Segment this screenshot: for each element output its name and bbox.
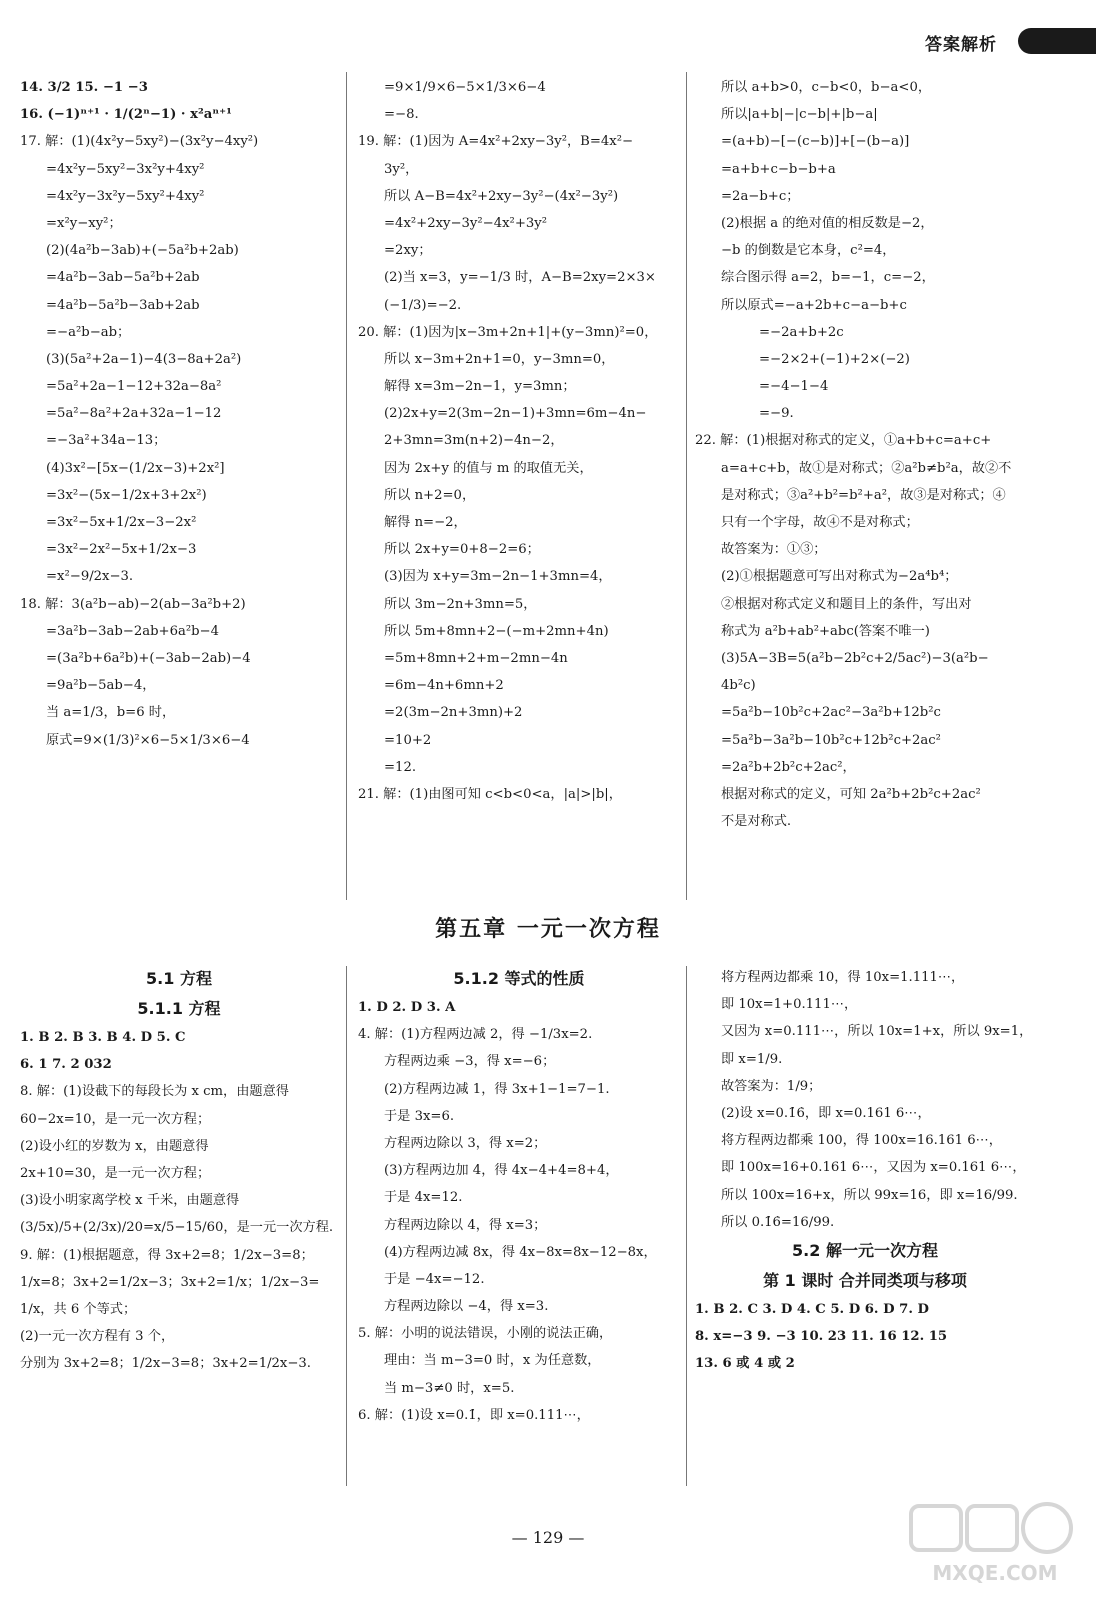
answer-line: 因为 2x+y 的值与 m 的取值无关， — [384, 460, 593, 476]
answer-line: =3a²b−3ab−2ab+6a²b−4 — [46, 623, 219, 639]
answer-line: 6. 1 7. 2 032 — [20, 1057, 112, 1073]
answer-line: 2+3mn=3m(n+2)−4n−2， — [384, 433, 564, 449]
answer-line: (3/5x)/5+(2/3x)/20=x/5−15/60，是一元一次方程. — [20, 1220, 334, 1236]
answer-line: 1. B 2. C 3. D 4. C 5. D 6. D 7. D — [695, 1301, 929, 1317]
answer-line: 17. 解：(1)(4x²y−5xy²)−(3x²y−4xy²) — [20, 134, 259, 150]
answer-line: 所以 n+2=0， — [384, 487, 476, 503]
answer-line: −b 的倒数是它本身，c²=4， — [721, 243, 896, 259]
answer-line: =4a²b−5a²b−3ab+2ab — [46, 297, 200, 313]
answer-line: 所以原式=−a+2b+c−a−b+c — [721, 297, 907, 313]
answer-line: =12. — [384, 759, 417, 775]
answer-line: =−3a²+34a−13； — [46, 433, 167, 449]
answer-line: 故答案为：①③； — [721, 542, 827, 558]
answer-line: 13. 6 或 4 或 2 — [695, 1356, 795, 1372]
answer-line: (2)根据 a 的绝对值的相反数是−2， — [721, 215, 934, 231]
answer-line: (3)(5a²+2a−1)−4(3−8a+2a²) — [46, 351, 242, 367]
answer-line: (2)方程两边减 1，得 3x+1−1=7−1. — [384, 1081, 610, 1097]
answer-line: 所以 a+b>0，c−b<0，b−a<0， — [721, 80, 932, 95]
column-divider — [686, 72, 687, 900]
page-number: — 129 — — [511, 1528, 585, 1547]
answer-line: 6. 解：(1)设 x=0.1̇，即 x=0.111⋯， — [358, 1407, 590, 1423]
top-column-1 — [20, 74, 338, 754]
answer-line: 9. 解：(1)根据题意，得 3x+2=8；1/2x−3=8； — [20, 1247, 314, 1263]
answer-line: 于是 −4x=−12. — [384, 1271, 485, 1287]
answer-line: 解得 x=3m−2n−1，y=3mn； — [384, 379, 576, 395]
answer-line: (4)方程两边减 8x，得 4x−8x=8x−12−8x， — [384, 1244, 657, 1260]
answer-line: =5a²+2a−1−12+32a−8a² — [46, 379, 222, 395]
top-column-2 — [358, 74, 680, 808]
answer-line: =5m+8mn+2+m−2mn−4n — [384, 650, 568, 666]
answer-line: =x²−9/2x−3. — [46, 569, 134, 585]
answer-line: 分别为 3x+2=8；1/2x−3=8；3x+2=1/2x−3. — [20, 1356, 311, 1372]
answer-line: 综合图示得 a=2，b=−1，c=−2， — [721, 270, 935, 286]
answer-line: (3)方程两边加 4，得 4x−4+4=8+4， — [384, 1163, 619, 1179]
answer-line: =3x²−5x+1/2x−3−2x² — [46, 515, 197, 530]
answer-line: 4b²c) — [721, 678, 756, 694]
header-tab-shape — [1018, 28, 1096, 54]
answer-line: 所以 5m+8mn+2−(−m+2mn+4n) — [384, 623, 609, 639]
watermark-text: MXQE.COM — [932, 1561, 1058, 1585]
answer-line: 当 a=1/3，b=6 时， — [46, 705, 176, 721]
answer-line: (3)设小明家离学校 x 千米，由题意得 — [20, 1193, 240, 1209]
answer-line: =2(3m−2n+3mn)+2 — [384, 705, 523, 721]
answer-line: 将方程两边都乘 100，得 100x=16.161 6⋯， — [721, 1133, 1002, 1149]
answer-line: 于是 4x=12. — [384, 1190, 463, 1206]
answer-line: 又因为 x=0.111⋯，所以 10x=1+x，所以 9x=1， — [721, 1024, 1033, 1040]
column-divider — [346, 72, 347, 900]
answer-line: (3)因为 x+y=3m−2n−1+3mn=4， — [384, 569, 612, 585]
section-title: 5.1 方程 — [146, 969, 212, 988]
bottom-column-2 — [358, 964, 680, 1429]
answer-line: (2)(4a²b−3ab)+(−5a²b+2ab) — [46, 243, 239, 259]
column-divider — [346, 966, 347, 1486]
answer-line: 原式=9×(1/3)²×6−5×1/3×6−4 — [46, 732, 250, 748]
answer-line: =4x²y−3x²y−5xy²+4xy² — [46, 188, 205, 204]
answer-line: 所以 3m−2n+3mn=5， — [384, 596, 537, 612]
answer-line: =a+b+c−b−b+a — [721, 161, 836, 177]
answer-line: 所以 0.1̇6̇=16/99. — [721, 1214, 835, 1230]
answer-line: (2)一元一次方程有 3 个， — [20, 1329, 175, 1345]
answer-line: 根据对称式的定义，可知 2a²b+2b²c+2ac² — [721, 786, 981, 802]
answer-line: 即 100x=16+0.161 6⋯，又因为 x=0.161 6⋯， — [721, 1160, 1026, 1176]
answer-line: =−8. — [384, 107, 419, 123]
answer-line: =(a+b)−[−(c−b)]+[−(b−a)] — [721, 134, 910, 150]
answer-line: 16. (−1)ⁿ⁺¹ · 1/(2ⁿ−1) · x²aⁿ⁺¹ — [20, 107, 232, 123]
answer-line: 4. 解：(1)方程两边减 2，得 −1/3x=2. — [358, 1027, 593, 1043]
answer-line: 理由：当 m−3=0 时，x 为任意数， — [384, 1353, 601, 1369]
answer-line: (2)2x+y=2(3m−2n−1)+3mn=6m−4n− — [384, 406, 647, 422]
bottom-column-1 — [20, 964, 338, 1377]
answer-line: 22. 解：(1)根据对称式的定义，①a+b+c=a+c+ — [695, 433, 992, 449]
answer-line: =6m−4n+6mn+2 — [384, 678, 504, 694]
header-label: 答案解析 — [925, 35, 997, 55]
answer-line: =2a−b+c； — [721, 188, 800, 204]
answer-line: =3x²−2x²−5x+1/2x−3 — [46, 542, 197, 558]
answer-line: =9a²b−5ab−4， — [46, 678, 156, 694]
answer-line: =−2×2+(−1)+2×(−2) — [759, 351, 910, 367]
answer-line: 18. 解：3(a²b−ab)−2(ab−3a²b+2) — [20, 596, 246, 612]
answer-line: 即 x=1/9. — [721, 1051, 783, 1067]
answer-line: 14. 3/2 15. −1 −3 — [20, 80, 148, 95]
answer-line: 8. x=−3 9. −3 10. 23 11. 16 12. 15 — [695, 1329, 948, 1345]
answer-line: =−4−1−4 — [759, 379, 829, 395]
answer-line: 只有一个字母，故④不是对称式； — [721, 515, 919, 530]
answer-line: =2a²b+2b²c+2ac²， — [721, 759, 856, 775]
answer-line: 1. B 2. B 3. B 4. D 5. C — [20, 1030, 186, 1045]
answer-line: =5a²b−3a²b−10b²c+12b²c+2ac² — [721, 732, 941, 748]
watermark-logo — [905, 1500, 1085, 1590]
answer-line: (4)3x²−[5x−(1/2x−3)+2x²] — [46, 460, 225, 476]
answer-line: 当 m−3≠0 时，x=5. — [384, 1380, 515, 1396]
answer-line: =9×1/9×6−5×1/3×6−4 — [384, 80, 546, 95]
answer-line: 所以 A−B=4x²+2xy−3y²−(4x²−3y²) — [384, 188, 619, 204]
answer-line: (−1/3)=−2. — [384, 297, 462, 313]
chapter-title: 第五章 一元一次方程 — [435, 917, 661, 942]
answer-line: 于是 3x=6. — [384, 1108, 455, 1124]
section-title: 5.1.2 等式的性质 — [453, 969, 585, 988]
answer-line: (2)①根据题意可写出对称式为−2a⁴b⁴； — [721, 569, 958, 585]
answer-line: 60−2x=10，是一元一次方程； — [20, 1111, 211, 1127]
answer-line: =4x²+2xy−3y²−4x²+3y² — [384, 215, 548, 231]
answer-line: 解得 n=−2， — [384, 515, 467, 530]
answer-line: =−2a+b+2c — [759, 324, 844, 340]
answer-line: 方程两边除以 4，得 x=3； — [384, 1217, 547, 1233]
answer-line: 方程两边乘 −3，得 x=−6； — [384, 1054, 556, 1070]
subsection-title: 5.1.1 方程 — [137, 999, 221, 1018]
answer-line: =x²y−xy²； — [46, 215, 122, 231]
answer-line: =5a²b−10b²c+2ac²−3a²b+12b²c — [721, 705, 941, 721]
answer-line: 20. 解：(1)因为|x−3m+2n+1|+(y−3mn)²=0， — [358, 324, 658, 340]
answer-line: 21. 解：(1)由图可知 c<b<0<a，|a|>|b|， — [358, 786, 622, 802]
answer-line: 将方程两边都乘 10，得 10x=1.111⋯， — [721, 970, 965, 985]
answer-line: =2xy； — [384, 243, 432, 259]
answer-line: 1/x=8；3x+2=1/2x−3；3x+2=1/x；1/2x−3= — [20, 1274, 320, 1290]
answer-line: (2)设 x=0.1̇6̇，即 x=0.161 6⋯， — [721, 1105, 931, 1121]
answer-line: 8. 解：(1)设截下的每段长为 x cm，由题意得 — [20, 1084, 289, 1100]
answer-line: 称式为 a²b+ab²+abc(答案不唯一) — [721, 623, 930, 639]
answer-line: =−a²b−ab； — [46, 324, 131, 340]
answer-line: 所以|a+b|−|c−b|+|b−a| — [721, 107, 878, 123]
answer-line: a=a+c+b，故①是对称式；②a²b≠b²a，故②不 — [721, 460, 1012, 476]
answer-line: 1. D 2. D 3. A — [358, 1000, 456, 1015]
answer-line: 所以 x−3m+2n+1=0，y−3mn=0， — [384, 351, 615, 367]
answer-line: 不是对称式. — [721, 814, 792, 830]
answer-line: 方程两边除以 3，得 x=2； — [384, 1135, 547, 1151]
subsection-title: 第 1 课时 合并同类项与移项 — [763, 1270, 967, 1290]
bottom-column-3 — [695, 964, 1035, 1377]
answer-line: =4a²b−3ab−5a²b+2ab — [46, 270, 200, 286]
answer-line: 方程两边除以 −4，得 x=3. — [384, 1299, 549, 1315]
answer-line: 3y²， — [384, 161, 419, 177]
answer-line: 所以 2x+y=0+8−2=6； — [384, 542, 540, 558]
answer-line: (2)当 x=3，y=−1/3 时，A−B=2xy=2×3× — [384, 270, 656, 286]
answer-line: (2)设小红的岁数为 x，由题意得 — [20, 1138, 209, 1154]
section-title: 5.2 解一元一次方程 — [792, 1240, 938, 1260]
answer-line: 19. 解：(1)因为 A=4x²+2xy−3y²，B=4x²− — [358, 134, 634, 150]
answer-line: =4x²y−5xy²−3x²y+4xy² — [46, 161, 205, 177]
answer-line: =5a²−8a²+2a+32a−1−12 — [46, 406, 222, 422]
answer-line: =−9. — [759, 406, 794, 422]
answer-line: 即 10x=1+0.111⋯， — [721, 997, 858, 1013]
answer-line: =3x²−(5x−1/2x+3+2x²) — [46, 487, 207, 503]
column-divider — [686, 966, 687, 1486]
answer-line: 所以 100x=16+x，所以 99x=16，即 x=16/99. — [721, 1187, 1018, 1203]
answer-line: ②根据对称式定义和题目上的条件，写出对 — [721, 596, 972, 612]
answer-line: =(3a²b+6a²b)+(−3ab−2ab)−4 — [46, 650, 251, 666]
answer-line: 是对称式；③a²+b²=b²+a²，故③是对称式；④ — [721, 487, 1006, 503]
answer-line: 5. 解：小明的说法错误，小刚的说法正确， — [358, 1326, 613, 1342]
top-column-3 — [695, 74, 1035, 835]
answer-line: 故答案为：1/9； — [721, 1078, 822, 1094]
answer-line: =10+2 — [384, 732, 432, 748]
answer-line: (3)5A−3B=5(a²b−2b²c+2/5ac²)−3(a²b− — [721, 650, 989, 666]
answer-line: 1/x，共 6 个等式； — [20, 1301, 137, 1317]
answer-line: 2x+10=30，是一元一次方程； — [20, 1165, 211, 1181]
